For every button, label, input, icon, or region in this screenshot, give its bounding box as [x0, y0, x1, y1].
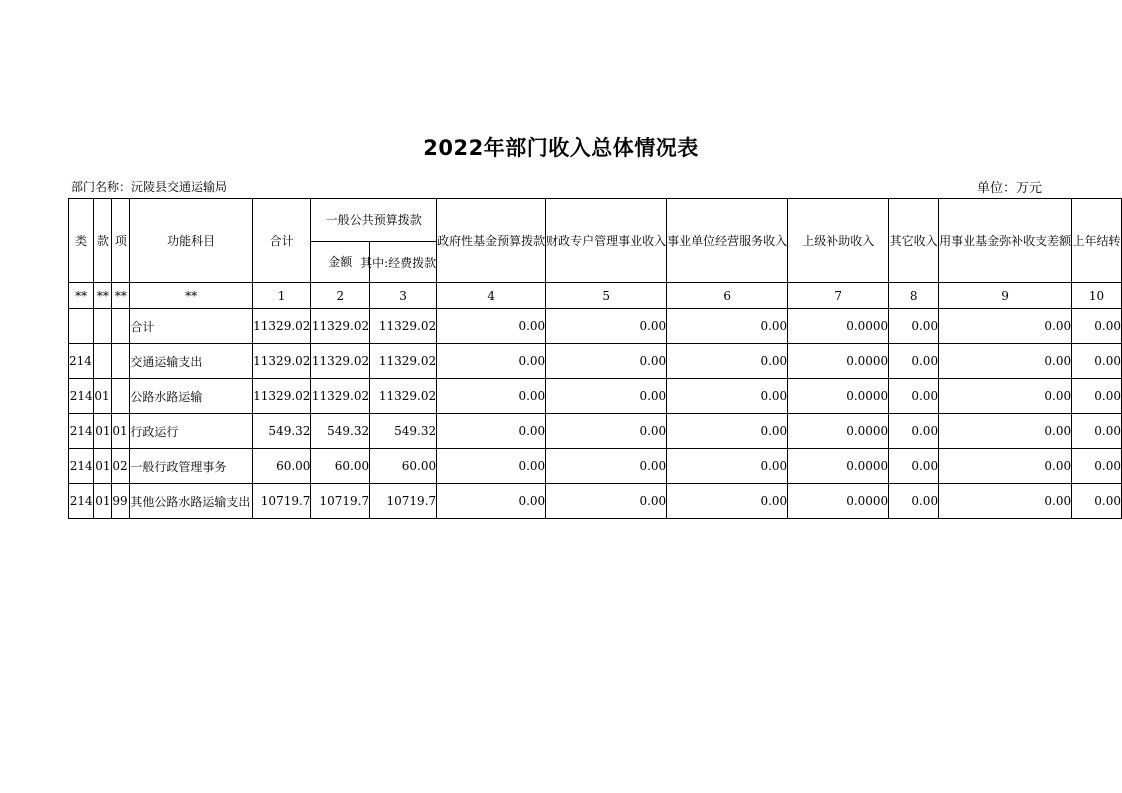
value-cell-fin-special: 0.00	[546, 449, 667, 484]
column-number-cell: 8	[889, 283, 939, 309]
value-cell-gov-fund: 0.00	[437, 379, 546, 414]
header-upper-subsidy: 上级补助收入	[788, 199, 889, 283]
code-xiang-cell	[112, 344, 130, 379]
header-general-budget: 一般公共预算拨款	[311, 199, 437, 242]
table-row	[69, 344, 1122, 379]
value-cell-upper-subsidy: 0.0000	[788, 344, 889, 379]
function-name-cell: 交通运输支出	[130, 344, 252, 379]
column-number-cell: 3	[370, 283, 437, 309]
table-row	[69, 414, 1122, 449]
code-xiang-cell	[112, 309, 130, 344]
value-cell-fund-offset: 0.00	[939, 344, 1072, 379]
column-number-cell: 2	[311, 283, 370, 309]
value-cell-biz-income: 0.00	[667, 414, 788, 449]
value-cell-amount: 11329.02	[311, 309, 370, 344]
value-cell-last-year: 0.00	[1072, 309, 1122, 344]
value-cell-biz-income: 0.00	[667, 449, 788, 484]
code-kuan-cell: 01	[94, 379, 112, 414]
unit-label: 单位：万元	[976, 181, 1042, 196]
value-cell-of-which: 11329.02	[370, 344, 437, 379]
value-cell-biz-income: 0.00	[667, 379, 788, 414]
value-cell-gov-fund: 0.00	[437, 449, 546, 484]
value-cell-total: 60.00	[252, 449, 311, 484]
code-lei-cell: 214	[69, 484, 94, 519]
function-name-cell: 公路水路运输	[130, 379, 252, 414]
column-number-cell: 10	[1072, 283, 1122, 309]
function-name-cell: 其他公路水路运输支出	[130, 484, 252, 519]
column-number-cell: 5	[546, 283, 667, 309]
code-xiang-cell: 02	[112, 449, 130, 484]
value-cell-of-which: 11329.02	[370, 379, 437, 414]
header-lei: 类	[69, 199, 94, 283]
value-cell-amount: 10719.7	[311, 484, 370, 519]
value-cell-other: 0.00	[889, 379, 939, 414]
code-lei-cell: 214	[69, 379, 94, 414]
value-cell-fund-offset: 0.00	[939, 309, 1072, 344]
page-title: 2022年部门收入总体情况表	[423, 136, 699, 160]
value-cell-upper-subsidy: 0.0000	[788, 309, 889, 344]
code-kuan-cell: 01	[94, 449, 112, 484]
value-cell-gov-fund: 0.00	[437, 484, 546, 519]
code-kuan-cell	[94, 344, 112, 379]
code-xiang-cell	[112, 379, 130, 414]
value-cell-gov-fund: 0.00	[437, 414, 546, 449]
code-kuan-cell	[94, 309, 112, 344]
column-number-cell: 1	[252, 283, 311, 309]
header-function: 功能科目	[130, 199, 252, 283]
header-total: 合计	[252, 199, 311, 283]
column-number-row	[69, 283, 1122, 309]
value-cell-fund-offset: 0.00	[939, 484, 1072, 519]
value-cell-gov-fund: 0.00	[437, 309, 546, 344]
value-cell-last-year: 0.00	[1072, 449, 1122, 484]
code-xiang-cell: 99	[112, 484, 130, 519]
table-row	[69, 484, 1122, 519]
value-cell-fund-offset: 0.00	[939, 379, 1072, 414]
function-name-cell: 合计	[130, 309, 252, 344]
column-number-cell: 9	[939, 283, 1072, 309]
value-cell-total: 10719.7	[252, 484, 311, 519]
column-number-cell: 4	[437, 283, 546, 309]
value-cell-upper-subsidy: 0.0000	[788, 449, 889, 484]
value-cell-upper-subsidy: 0.0000	[788, 484, 889, 519]
income-table	[68, 198, 1122, 519]
header-fund-offset: 用事业基金弥补收支差额	[939, 199, 1072, 283]
column-number-cell: 6	[667, 283, 788, 309]
value-cell-fund-offset: 0.00	[939, 414, 1072, 449]
column-number-cell: **	[94, 283, 112, 309]
value-cell-total: 11329.02	[252, 309, 311, 344]
column-number-cell: **	[112, 283, 130, 309]
value-cell-amount: 549.32	[311, 414, 370, 449]
column-number-cell: **	[130, 283, 252, 309]
value-cell-amount: 11329.02	[311, 344, 370, 379]
value-cell-last-year: 0.00	[1072, 414, 1122, 449]
value-cell-total: 11329.02	[252, 379, 311, 414]
value-cell-biz-income: 0.00	[667, 344, 788, 379]
header-gov-fund: 政府性基金预算拨款	[437, 199, 546, 283]
value-cell-last-year: 0.00	[1072, 484, 1122, 519]
value-cell-upper-subsidy: 0.0000	[788, 379, 889, 414]
value-cell-of-which: 11329.02	[370, 309, 437, 344]
table-row	[69, 379, 1122, 414]
header-row-1	[69, 199, 1122, 242]
value-cell-upper-subsidy: 0.0000	[788, 414, 889, 449]
header-last-year: 上年结转	[1072, 199, 1122, 283]
value-cell-last-year: 0.00	[1072, 379, 1122, 414]
table-row	[69, 449, 1122, 484]
function-name-cell: 一般行政管理事务	[130, 449, 252, 484]
value-cell-amount: 11329.02	[311, 379, 370, 414]
value-cell-biz-income: 0.00	[667, 484, 788, 519]
code-lei-cell: 214	[69, 449, 94, 484]
header-kuan: 款	[94, 199, 112, 283]
value-cell-of-which: 60.00	[370, 449, 437, 484]
value-cell-other: 0.00	[889, 414, 939, 449]
value-cell-amount: 60.00	[311, 449, 370, 484]
value-cell-biz-income: 0.00	[667, 309, 788, 344]
value-cell-other: 0.00	[889, 344, 939, 379]
value-cell-other: 0.00	[889, 449, 939, 484]
header-xiang: 项	[112, 199, 130, 283]
value-cell-fin-special: 0.00	[546, 344, 667, 379]
header-biz-income: 事业单位经营服务收入	[667, 199, 788, 283]
value-cell-other: 0.00	[889, 484, 939, 519]
value-cell-fin-special: 0.00	[546, 414, 667, 449]
value-cell-gov-fund: 0.00	[437, 344, 546, 379]
code-lei-cell: 214	[69, 414, 94, 449]
header-other-income: 其它收入	[889, 199, 939, 283]
code-kuan-cell: 01	[94, 484, 112, 519]
column-number-cell: 7	[788, 283, 889, 309]
value-cell-total: 549.32	[252, 414, 311, 449]
code-xiang-cell: 01	[112, 414, 130, 449]
value-cell-last-year: 0.00	[1072, 344, 1122, 379]
value-cell-other: 0.00	[889, 309, 939, 344]
column-number-cell: **	[69, 283, 94, 309]
code-lei-cell: 214	[69, 344, 94, 379]
header-fin-special: 财政专户管理事业收入	[546, 199, 667, 283]
department-name: 部门名称：沅陵县交通运输局	[71, 180, 228, 194]
table-body	[69, 309, 1122, 519]
code-kuan-cell: 01	[94, 414, 112, 449]
header-of-which: 其中:经费拨款	[370, 242, 437, 283]
value-cell-fin-special: 0.00	[546, 484, 667, 519]
value-cell-fund-offset: 0.00	[939, 449, 1072, 484]
header-amount: 金额	[311, 242, 370, 283]
value-cell-of-which: 10719.7	[370, 484, 437, 519]
value-cell-fin-special: 0.00	[546, 379, 667, 414]
code-lei-cell	[69, 309, 94, 344]
table-row	[69, 309, 1122, 344]
value-cell-of-which: 549.32	[370, 414, 437, 449]
value-cell-total: 11329.02	[252, 344, 311, 379]
value-cell-fin-special: 0.00	[546, 309, 667, 344]
function-name-cell: 行政运行	[130, 414, 252, 449]
